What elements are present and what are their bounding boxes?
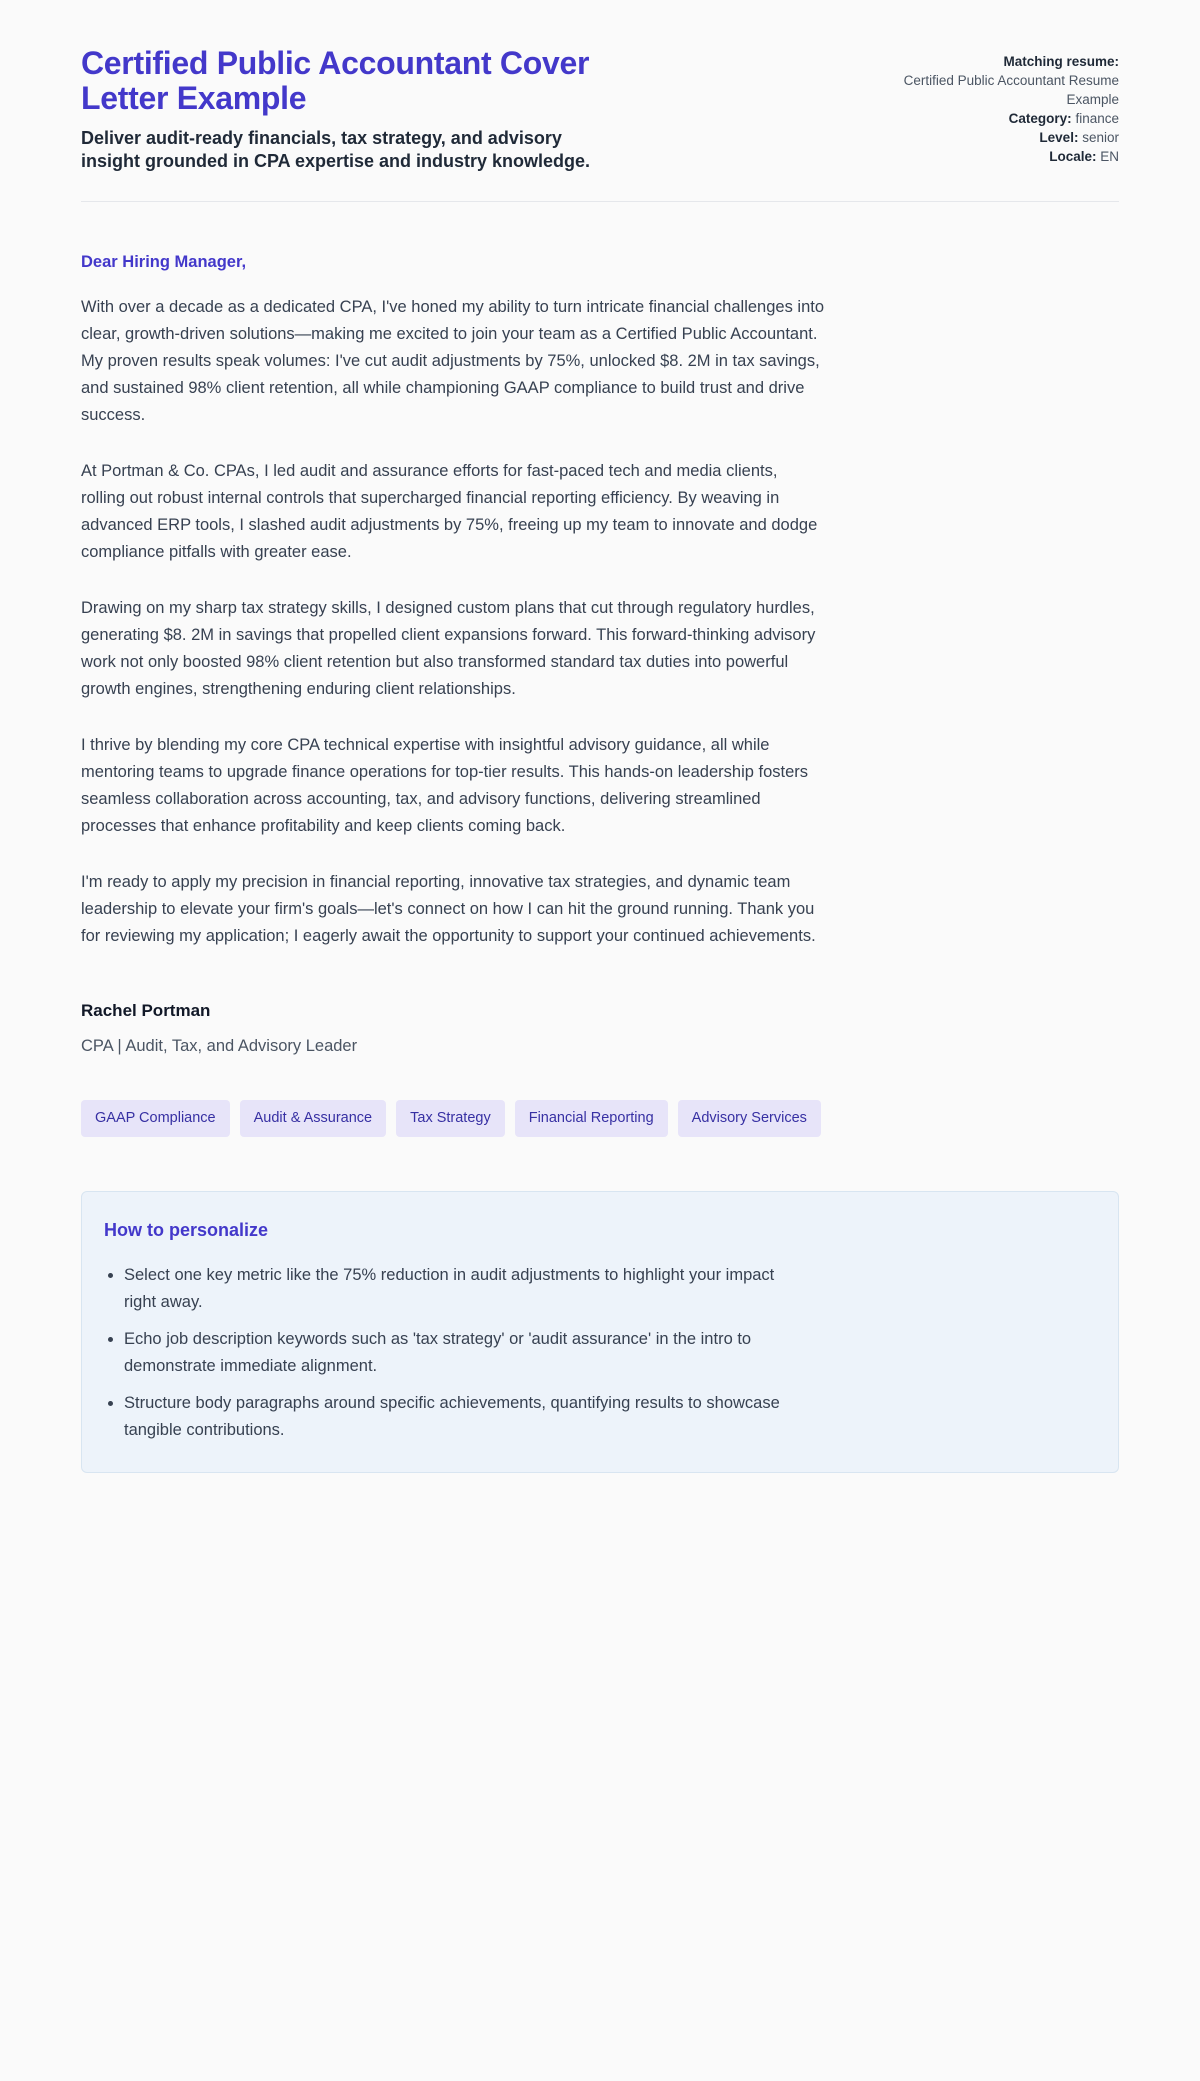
page-subtitle: Deliver audit-ready financials, tax strategy, and advisory insight grounded in CPA expertise and industry knowledge. xyxy=(81,128,591,171)
letter-paragraph: I thrive by blending my core CPA technical expertise with insightful advisory guidance, all while mentoring teams to upgrade finance operations for top-tier results. This hands-on leadership fosters seamless collaboration across accounting, tax, and advisory functions, delivering streamlined processes that enhance profitability and keep clients coming back. xyxy=(81,736,809,835)
tip-item: • Echo job description keywords such as 'tax strategy' or 'audit assurance' in the intro to demonstrate immediate alignment. xyxy=(124,1326,810,1380)
personalization-tips-box xyxy=(81,1191,1119,1473)
skill-tag: Tax Strategy xyxy=(396,1100,505,1137)
matching-resume-label: Matching resume: xyxy=(1003,54,1119,69)
meta-level xyxy=(889,128,1119,147)
meta-level-label: Level: xyxy=(1039,130,1079,145)
matching-resume-value-text: Certified Public Accountant Resume Example xyxy=(903,73,1119,107)
meta-locale-label: Locale: xyxy=(1049,149,1097,164)
letter-paragraph: With over a decade as a dedicated CPA, I've honed my ability to turn intricate financial challenges into clear, growth-driven solutions—making me excited to join your team as a Certified Public Accountant. My proven results speak volumes: I've cut audit adjustments by 75%, unlocked $8. 2M in tax savings, and sustained 98% client retention, all while championing GAAP compliance to build trust and drive success. xyxy=(81,298,825,424)
matching-resume xyxy=(889,52,1119,71)
meta-category-value: finance xyxy=(1075,111,1119,126)
signature-title: CPA | Audit, Tax, and Advisory Leader xyxy=(81,1037,358,1055)
letter-paragraph: At Portman & Co. CPAs, I led audit and assurance efforts for fast-paced tech and media clients, rolling out robust internal controls that supercharged financial reporting efficiency. By weaving in advanced ERP tools, I slashed audit adjustments by 75%, freeing up my team to innovate and dodge compliance pitfalls with greater ease. xyxy=(81,462,818,561)
skill-tag: Audit & Assurance xyxy=(240,1100,387,1137)
header-left xyxy=(81,46,641,173)
skill-tag: Advisory Services xyxy=(678,1100,821,1137)
skill-tag: Financial Reporting xyxy=(515,1100,668,1137)
cover-letter-page xyxy=(81,0,1119,1473)
meta-category xyxy=(889,109,1119,128)
letter-paragraph: Drawing on my sharp tax strategy skills, I designed custom plans that cut through regulatory hurdles, generating $8. 2M in savings that propelled client expansions forward. This forward-thinking advisory work not only boosted 98% client retention but also transformed standard tax duties into powerful growth engines, strengthening enduring client relationships. xyxy=(81,599,816,698)
tips-list xyxy=(104,1262,810,1444)
skill-tag: GAAP Compliance xyxy=(81,1100,230,1137)
meta-locale xyxy=(889,147,1119,166)
meta-level-value: senior xyxy=(1082,130,1119,145)
resume-meta xyxy=(889,46,1119,166)
meta-category-label: Category: xyxy=(1008,111,1072,126)
meta-locale-value: EN xyxy=(1100,149,1119,164)
tip-item: • Structure body paragraphs around specific achievements, quantifying results to showcase tangible contributions. xyxy=(124,1390,810,1444)
header xyxy=(81,46,1119,173)
matching-resume-value xyxy=(889,71,1119,109)
letter-paragraph: I'm ready to apply my precision in financial reporting, innovative tax strategies, and dynamic team leadership to elevate your firm's goals—let's connect on how I can hit the ground running. Thank you for reviewing my application; I eagerly await the opportunity to support your continued achievements. xyxy=(81,873,816,945)
signature-name: Rachel Portman xyxy=(81,1001,211,1020)
page-title: Certified Public Accountant Cover Letter Example xyxy=(81,45,590,116)
salutation: Dear Hiring Manager, xyxy=(81,253,247,271)
letter-body xyxy=(81,249,825,1058)
header-divider xyxy=(81,201,1119,202)
skill-tags xyxy=(81,1100,1119,1137)
tips-heading: How to personalize xyxy=(104,1220,269,1240)
tip-item: • Select one key metric like the 75% reduction in audit adjustments to highlight your impact right away. xyxy=(124,1262,810,1316)
